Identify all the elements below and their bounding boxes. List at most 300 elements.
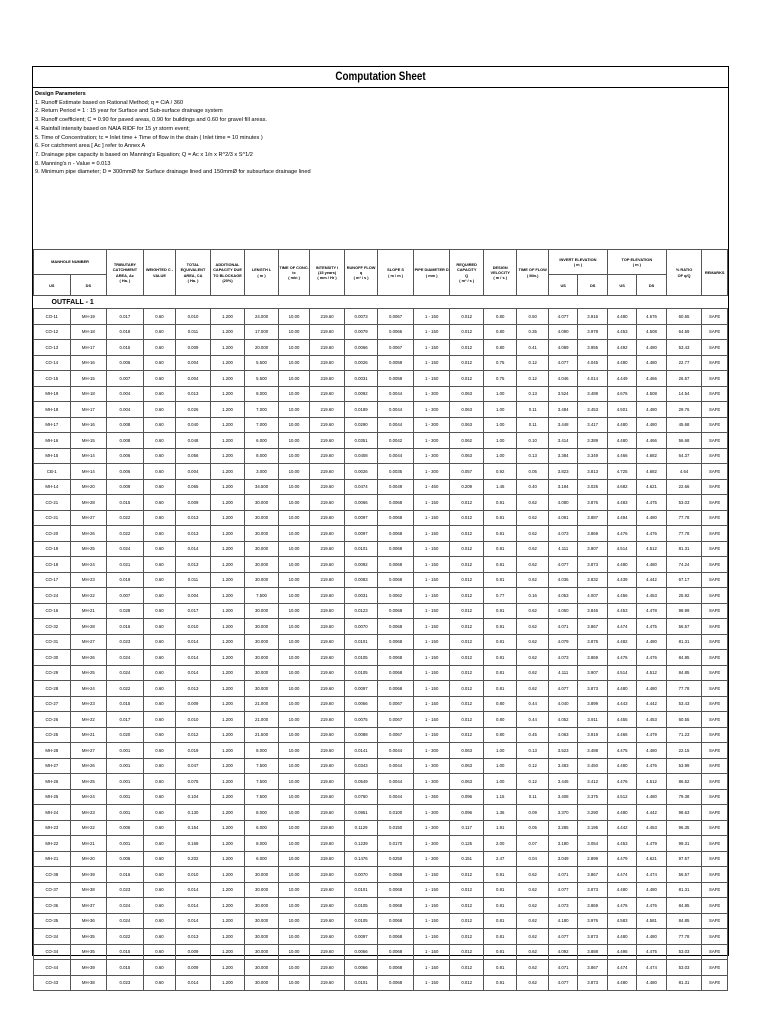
table-cell: 4.079 bbox=[548, 634, 577, 650]
table-cell: 0.0189 bbox=[344, 402, 378, 418]
table-cell: MH-18 bbox=[70, 324, 107, 340]
table-cell: 0.62 bbox=[517, 975, 548, 991]
table-cell: 0.60 bbox=[143, 805, 176, 821]
table-cell: 0.0059 bbox=[378, 355, 414, 371]
table-row bbox=[34, 448, 728, 464]
table-cell: 0.012 bbox=[450, 696, 484, 712]
table-cell: 53.43 bbox=[666, 696, 702, 712]
table-cell: 4.073 bbox=[548, 650, 577, 666]
table-cell: 0.012 bbox=[450, 557, 484, 573]
table-cell: 1.00 bbox=[483, 402, 517, 418]
table-cell: 86.52 bbox=[666, 774, 702, 790]
table-cell: SAFE bbox=[702, 479, 728, 495]
table-cell: CO-31 bbox=[34, 634, 71, 650]
table-cell: SAFE bbox=[702, 743, 728, 759]
table-cell: 0.62 bbox=[517, 867, 548, 883]
table-cell: 0.60 bbox=[143, 774, 176, 790]
table-cell: 0.022 bbox=[107, 681, 144, 697]
table-cell: 4.480 bbox=[637, 789, 666, 805]
table-cell: 0.80 bbox=[483, 712, 517, 728]
table-cell: 5.500 bbox=[245, 371, 279, 387]
design-parameters bbox=[35, 90, 725, 177]
table-cell: 4.480 bbox=[637, 929, 666, 945]
table-cell: 4.480 bbox=[607, 805, 636, 821]
table-cell: 10.00 bbox=[278, 681, 309, 697]
table-cell: 1 - 150 bbox=[413, 324, 450, 340]
table-cell: 0.81 bbox=[483, 650, 517, 666]
table-cell: 1 - 150 bbox=[413, 557, 450, 573]
table-cell: 1.200 bbox=[210, 386, 245, 402]
table-cell: 0.001 bbox=[107, 774, 144, 790]
table-cell: 1.45 bbox=[483, 479, 517, 495]
table-cell: MH-26 bbox=[70, 526, 107, 542]
table-cell: MH-27 bbox=[70, 634, 107, 650]
table-cell: 0.012 bbox=[450, 960, 484, 976]
table-cell: 30.000 bbox=[245, 944, 279, 960]
table-cell: 26.57 bbox=[666, 371, 702, 387]
table-cell: 1 - 460 bbox=[413, 479, 450, 495]
table-cell: 1.200 bbox=[210, 402, 245, 418]
table-cell: SAFE bbox=[702, 929, 728, 945]
header-ratio: % RATIO OF q/Q bbox=[666, 250, 702, 296]
table-cell: MH-16 bbox=[70, 417, 107, 433]
table-cell: 1 - 150 bbox=[413, 572, 450, 588]
table-cell: 1.200 bbox=[210, 557, 245, 573]
table-cell: 0.60 bbox=[143, 681, 176, 697]
table-cell: 0.012 bbox=[450, 619, 484, 635]
table-cell: 219.60 bbox=[310, 712, 345, 728]
table-cell: 10.00 bbox=[278, 603, 309, 619]
table-cell: 0.012 bbox=[450, 681, 484, 697]
table-cell: 0.006 bbox=[107, 851, 144, 867]
table-cell: 1.200 bbox=[210, 774, 245, 790]
table-cell: 1 - 150 bbox=[413, 712, 450, 728]
table-cell: 10.00 bbox=[278, 355, 309, 371]
table-cell: 0.81 bbox=[483, 634, 517, 650]
table-cell: MH-24 bbox=[70, 557, 107, 573]
table-cell: SAFE bbox=[702, 417, 728, 433]
header-pipe-diameter: PIPE DIAMETER D ( mm ) bbox=[413, 250, 450, 296]
table-cell: 1.00 bbox=[483, 774, 517, 790]
table-cell: 0.063 bbox=[450, 402, 484, 418]
table-cell: 0.10 bbox=[517, 433, 548, 449]
table-cell: 0.015 bbox=[107, 960, 144, 976]
table-cell: 0.0101 bbox=[344, 541, 378, 557]
table-cell: 0.012 bbox=[450, 944, 484, 960]
table-cell: 0.0026 bbox=[344, 464, 378, 480]
table-cell: 1.200 bbox=[210, 820, 245, 836]
table-cell: 0.60 bbox=[143, 557, 176, 573]
table-cell: 219.60 bbox=[310, 727, 345, 743]
table-cell: 3.888 bbox=[578, 944, 607, 960]
table-cell: SAFE bbox=[702, 758, 728, 774]
computation-table bbox=[33, 249, 728, 991]
table-cell: 3.384 bbox=[548, 448, 577, 464]
table-cell: 219.60 bbox=[310, 975, 345, 991]
table-cell: 0.60 bbox=[143, 495, 176, 511]
table-cell: 0.006 bbox=[107, 448, 144, 464]
table-cell: CO-21 bbox=[34, 510, 71, 526]
table-cell: 219.60 bbox=[310, 386, 345, 402]
table-cell: 10.00 bbox=[278, 696, 309, 712]
table-cell: 219.60 bbox=[310, 464, 345, 480]
table-cell: 64.37 bbox=[666, 448, 702, 464]
table-cell: 0.0042 bbox=[378, 433, 414, 449]
table-cell: 20.000 bbox=[245, 340, 279, 356]
table-cell: 0.0105 bbox=[344, 665, 378, 681]
table-row bbox=[34, 588, 728, 604]
table-cell: MH-17 bbox=[70, 402, 107, 418]
table-cell: 0.004 bbox=[107, 386, 144, 402]
table-row bbox=[34, 867, 728, 883]
table-cell: 0.004 bbox=[176, 355, 211, 371]
table-cell: 0.056 bbox=[176, 448, 211, 464]
table-row bbox=[34, 355, 728, 371]
table-cell: 0.0083 bbox=[344, 572, 378, 588]
table-cell: 0.0068 bbox=[378, 681, 414, 697]
table-cell: 0.0070 bbox=[344, 619, 378, 635]
table-cell: 4.111 bbox=[548, 665, 577, 681]
table-cell: MH-25 bbox=[34, 789, 71, 805]
table-cell: 0.0067 bbox=[378, 696, 414, 712]
table-cell: 1.00 bbox=[483, 386, 517, 402]
table-cell: 0.0760 bbox=[344, 789, 378, 805]
table-cell: 0.012 bbox=[450, 541, 484, 557]
table-cell: 0.13 bbox=[517, 743, 548, 759]
table-cell: 0.0044 bbox=[378, 402, 414, 418]
table-cell: 0.0092 bbox=[344, 386, 378, 402]
table-cell: 1.200 bbox=[210, 417, 245, 433]
header-ds: DS bbox=[70, 275, 107, 296]
table-cell: 0.017 bbox=[107, 309, 144, 325]
table-cell: 3.349 bbox=[578, 448, 607, 464]
table-cell: 0.125 bbox=[450, 836, 484, 852]
table-cell: SAFE bbox=[702, 944, 728, 960]
table-cell: 0.60 bbox=[143, 526, 176, 542]
table-cell: MH-35 bbox=[70, 944, 107, 960]
table-cell: 10.00 bbox=[278, 402, 309, 418]
table-cell: 4.046 bbox=[548, 371, 577, 387]
table-cell: 219.60 bbox=[310, 944, 345, 960]
table-cell: 0.048 bbox=[176, 433, 211, 449]
table-cell: 56.57 bbox=[666, 619, 702, 635]
table-cell: 30.000 bbox=[245, 681, 279, 697]
table-cell: 10.00 bbox=[278, 820, 309, 836]
table-row bbox=[34, 386, 728, 402]
table-cell: 21.000 bbox=[245, 712, 279, 728]
table-cell: 0.0066 bbox=[378, 324, 414, 340]
table-row bbox=[34, 495, 728, 511]
table-cell: 219.60 bbox=[310, 867, 345, 883]
table-cell: 4.480 bbox=[637, 634, 666, 650]
table-cell: 0.60 bbox=[143, 433, 176, 449]
table-cell: MH-21 bbox=[70, 836, 107, 852]
table-row bbox=[34, 665, 728, 681]
table-cell: 4.676 bbox=[607, 386, 636, 402]
table-cell: MH-18 bbox=[70, 386, 107, 402]
table-cell: 0.0068 bbox=[378, 510, 414, 526]
table-row bbox=[34, 619, 728, 635]
table-cell: 1 - 300 bbox=[413, 805, 450, 821]
table-cell: SAFE bbox=[702, 495, 728, 511]
table-cell: 4.480 bbox=[637, 743, 666, 759]
table-cell: 4.480 bbox=[607, 882, 636, 898]
table-cell: 3.919 bbox=[578, 727, 607, 743]
table-cell: 0.12 bbox=[517, 758, 548, 774]
table-cell: 4.077 bbox=[548, 355, 577, 371]
table-cell: SAFE bbox=[702, 386, 728, 402]
table-cell: 0.62 bbox=[517, 681, 548, 697]
table-cell: 0.81 bbox=[483, 898, 517, 914]
table-cell: 30.000 bbox=[245, 510, 279, 526]
table-cell: 0.0075 bbox=[344, 712, 378, 728]
table-cell: 0.022 bbox=[107, 526, 144, 542]
table-cell: MH-21 bbox=[70, 603, 107, 619]
table-cell: 4.180 bbox=[548, 913, 577, 929]
table-row bbox=[34, 479, 728, 495]
table-cell: CO-32 bbox=[34, 619, 71, 635]
table-cell: 30.000 bbox=[245, 975, 279, 991]
table-cell: 0.009 bbox=[176, 495, 211, 511]
table-cell: MH-20 bbox=[70, 479, 107, 495]
table-cell: 4.455 bbox=[607, 712, 636, 728]
table-cell: 0.057 bbox=[450, 464, 484, 480]
table-cell: 3.899 bbox=[578, 696, 607, 712]
table-cell: 219.60 bbox=[310, 851, 345, 867]
table-cell: 1.200 bbox=[210, 479, 245, 495]
table-cell: 84.85 bbox=[666, 913, 702, 929]
header-time-of-flow: TIME OF FLOW ( Min.) bbox=[517, 250, 548, 296]
table-cell: CO-30 bbox=[34, 650, 71, 666]
table-cell: 0.0049 bbox=[378, 479, 414, 495]
table-cell: 1.200 bbox=[210, 836, 245, 852]
table-cell: 0.0035 bbox=[378, 464, 414, 480]
table-cell: 0.063 bbox=[450, 774, 484, 790]
table-cell: 0.015 bbox=[107, 944, 144, 960]
table-row bbox=[34, 526, 728, 542]
table-cell: 10.00 bbox=[278, 851, 309, 867]
table-cell: 4.466 bbox=[607, 727, 636, 743]
table-cell: 1 - 300 bbox=[413, 774, 450, 790]
table-cell: 0.012 bbox=[450, 340, 484, 356]
table-cell: MH-24 bbox=[34, 805, 71, 821]
table-cell: 0.001 bbox=[107, 743, 144, 759]
table-cell: 77.78 bbox=[666, 510, 702, 526]
table-cell: SAFE bbox=[702, 975, 728, 991]
table-cell: 0.60 bbox=[143, 448, 176, 464]
table-cell: 30.000 bbox=[245, 665, 279, 681]
table-cell: 0.62 bbox=[517, 665, 548, 681]
table-cell: 0.77 bbox=[483, 588, 517, 604]
table-cell: 81.31 bbox=[666, 975, 702, 991]
table-cell: 30.000 bbox=[245, 541, 279, 557]
table-cell: 0.021 bbox=[107, 557, 144, 573]
table-cell: 0.0068 bbox=[378, 495, 414, 511]
table-cell: 1 - 150 bbox=[413, 371, 450, 387]
table-cell: SAFE bbox=[702, 402, 728, 418]
table-cell: 30.000 bbox=[245, 634, 279, 650]
table-cell: 0.0066 bbox=[344, 696, 378, 712]
table-cell: 0.063 bbox=[450, 448, 484, 464]
table-cell: 1 - 150 bbox=[413, 882, 450, 898]
table-cell: 0.81 bbox=[483, 510, 517, 526]
table-cell: 4.475 bbox=[637, 495, 666, 511]
table-cell: 0.0066 bbox=[344, 944, 378, 960]
table-cell: 6.000 bbox=[245, 851, 279, 867]
table-cell: 0.60 bbox=[143, 402, 176, 418]
table-cell: 0.60 bbox=[143, 665, 176, 681]
table-cell: 3.846 bbox=[578, 603, 607, 619]
header-additional-capacity: ADDITIONAL CAPACITY DUE TO BLOCKAGE (20%) bbox=[210, 250, 245, 296]
table-cell: SAFE bbox=[702, 960, 728, 976]
table-cell: 219.60 bbox=[310, 681, 345, 697]
table-cell: 0.022 bbox=[107, 510, 144, 526]
table-cell: 4.483 bbox=[607, 495, 636, 511]
table-cell: 0.012 bbox=[450, 712, 484, 728]
table-cell: 0.013 bbox=[176, 557, 211, 573]
table-cell: 219.60 bbox=[310, 882, 345, 898]
table-cell: 0.07 bbox=[517, 836, 548, 852]
table-cell: 4.508 bbox=[637, 386, 666, 402]
table-cell: 0.60 bbox=[143, 510, 176, 526]
table-cell: 3.524 bbox=[548, 386, 577, 402]
table-cell: 3.412 bbox=[578, 774, 607, 790]
table-cell: 4.682 bbox=[637, 464, 666, 480]
table-cell: 0.0068 bbox=[378, 603, 414, 619]
table-cell: 10.00 bbox=[278, 913, 309, 929]
table-cell: 3.907 bbox=[578, 665, 607, 681]
table-cell: 0.80 bbox=[483, 340, 517, 356]
table-cell: 0.0068 bbox=[378, 898, 414, 914]
table-cell: 3.867 bbox=[578, 619, 607, 635]
header-invert-ds: DS bbox=[578, 275, 607, 296]
table-body bbox=[34, 296, 728, 991]
table-cell: 0.015 bbox=[107, 495, 144, 511]
table-cell: 4.014 bbox=[578, 371, 607, 387]
table-cell: 0.41 bbox=[517, 340, 548, 356]
table-cell: MH-17 bbox=[34, 417, 71, 433]
table-cell: 0.0059 bbox=[378, 371, 414, 387]
table-cell: MH-26 bbox=[34, 774, 71, 790]
table-cell: 0.0123 bbox=[344, 603, 378, 619]
table-cell: 0.0097 bbox=[344, 526, 378, 542]
table-cell: 99.31 bbox=[666, 836, 702, 852]
header-invert-elevation: INVERT ELEVATION ( m ) bbox=[548, 250, 607, 275]
table-cell: 0.80 bbox=[483, 696, 517, 712]
table-cell: SAFE bbox=[702, 650, 728, 666]
table-cell: 0.0141 bbox=[344, 743, 378, 759]
table-cell: 0.0068 bbox=[378, 960, 414, 976]
table-cell: 0.62 bbox=[517, 960, 548, 976]
table-row bbox=[34, 789, 728, 805]
table-cell: 10.00 bbox=[278, 634, 309, 650]
table-cell: 0.60 bbox=[143, 634, 176, 650]
table-cell: 0.09 bbox=[517, 805, 548, 821]
table-cell: 3.483 bbox=[548, 758, 577, 774]
table-cell: 0.62 bbox=[517, 526, 548, 542]
table-cell: 4.456 bbox=[607, 588, 636, 604]
table-cell: 0.62 bbox=[517, 541, 548, 557]
table-cell: 0.0068 bbox=[378, 619, 414, 635]
table-cell: 0.018 bbox=[107, 324, 144, 340]
table-cell: 0.0951 bbox=[344, 805, 378, 821]
table-cell: 0.60 bbox=[143, 355, 176, 371]
table-cell: 30.000 bbox=[245, 557, 279, 573]
header-time-of-conc: TIME OF CONC. tc ( min ) bbox=[278, 250, 309, 296]
table-cell: MH-27 bbox=[70, 743, 107, 759]
table-cell: 0.60 bbox=[143, 975, 176, 991]
table-cell: 10.00 bbox=[278, 340, 309, 356]
table-cell: 0.017 bbox=[107, 712, 144, 728]
table-cell: 0.012 bbox=[450, 898, 484, 914]
table-cell: 3.000 bbox=[245, 464, 279, 480]
table-cell: 1 - 150 bbox=[413, 665, 450, 681]
table-cell: 4.474 bbox=[607, 960, 636, 976]
table-cell: 0.014 bbox=[176, 665, 211, 681]
table-cell: 4.007 bbox=[578, 588, 607, 604]
table-cell: 219.60 bbox=[310, 557, 345, 573]
table-cell: 0.0070 bbox=[344, 867, 378, 883]
table-cell: 0.60 bbox=[143, 479, 176, 495]
table-cell: 0.0044 bbox=[378, 789, 414, 805]
table-cell: MH-18 bbox=[34, 402, 71, 418]
table-cell: 1.15 bbox=[483, 789, 517, 805]
table-cell: 0.12 bbox=[517, 355, 548, 371]
table-cell: 10.00 bbox=[278, 588, 309, 604]
table-cell: 219.60 bbox=[310, 355, 345, 371]
table-cell: 0.0044 bbox=[378, 448, 414, 464]
table-cell: 0.001 bbox=[107, 789, 144, 805]
table-cell: 219.60 bbox=[310, 619, 345, 635]
table-cell: 4.478 bbox=[637, 603, 666, 619]
table-cell: 10.00 bbox=[278, 526, 309, 542]
table-cell: 4.077 bbox=[548, 929, 577, 945]
table-cell: 1.00 bbox=[483, 758, 517, 774]
table-cell: 4.480 bbox=[607, 557, 636, 573]
table-cell: MH-15 bbox=[70, 371, 107, 387]
table-cell: 4.442 bbox=[607, 820, 636, 836]
table-cell: 0.011 bbox=[176, 572, 211, 588]
table-cell: 30.000 bbox=[245, 650, 279, 666]
table-cell: 14.54 bbox=[666, 386, 702, 402]
header-top-ds: DS bbox=[637, 275, 666, 296]
table-cell: CO-29 bbox=[34, 665, 71, 681]
table-cell: 0.009 bbox=[107, 479, 144, 495]
header-manhole-number: MANHOLE NUMBER bbox=[34, 250, 107, 275]
table-cell: 53.99 bbox=[666, 758, 702, 774]
table-row bbox=[34, 975, 728, 991]
table-cell: 77.78 bbox=[666, 681, 702, 697]
table-cell: CO-25 bbox=[34, 727, 71, 743]
table-cell: 98.99 bbox=[666, 603, 702, 619]
table-cell: 0.012 bbox=[450, 665, 484, 681]
table-cell: SAFE bbox=[702, 340, 728, 356]
table-cell: 1 - 300 bbox=[413, 402, 450, 418]
table-cell: MH-22 bbox=[34, 836, 71, 852]
table-cell: 3.978 bbox=[578, 324, 607, 340]
table-cell: 0.0092 bbox=[344, 557, 378, 573]
table-cell: 0.001 bbox=[107, 836, 144, 852]
table-cell: 4.442 bbox=[637, 805, 666, 821]
table-cell: 30.000 bbox=[245, 619, 279, 635]
table-cell: 0.35 bbox=[517, 324, 548, 340]
table-cell: 25.92 bbox=[666, 588, 702, 604]
table-cell: 4.077 bbox=[548, 681, 577, 697]
table-cell: SAFE bbox=[702, 913, 728, 929]
table-cell: 0.019 bbox=[107, 572, 144, 588]
table-row bbox=[34, 960, 728, 976]
table-cell: 0.0100 bbox=[378, 805, 414, 821]
